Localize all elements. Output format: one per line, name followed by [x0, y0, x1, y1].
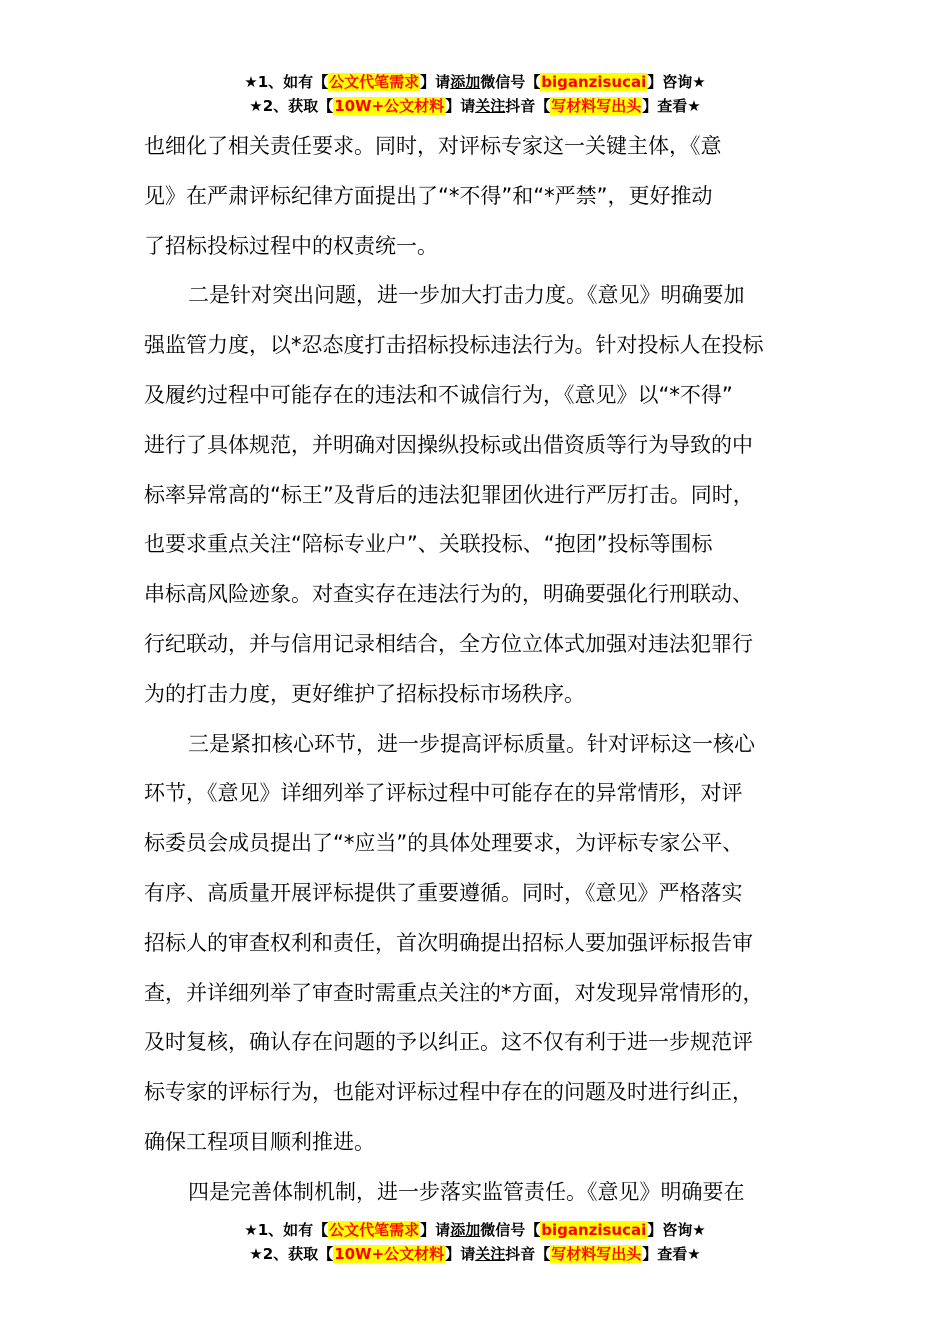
- underlined-text: 关注: [475, 1245, 506, 1263]
- paragraph-first-line: 三是紧扣核心环节，进一步提高评标质量。针对评标这一核心: [188, 731, 755, 756]
- highlight-douyin-account: 写材料写出头: [551, 97, 642, 115]
- text-line: 及时复核，确认存在问题的予以纠正。这不仅有利于进一步规范评: [144, 1030, 753, 1055]
- banner-text: 】请: [420, 73, 451, 91]
- text-line: 行纪联动，并与信用记录相结合，全方位立体式加强对违法犯罪行: [144, 631, 753, 656]
- banner-text: 2、获取【: [262, 97, 334, 115]
- highlight-materials: 10W+公文材料: [334, 97, 445, 115]
- highlight-service: 公文代笔需求: [329, 73, 420, 91]
- text-line: 标率异常高的“标王”及背后的违法犯罪团伙进行严厉打击。同时，: [144, 482, 754, 507]
- banner-text: 微信号【: [480, 73, 541, 91]
- banner-line-1: [0, 70, 950, 94]
- banner-text: 抖音【: [505, 97, 551, 115]
- banner-text: 】请: [445, 1245, 476, 1263]
- text-line: 串标高风险迹象。对查实存在违法行为的，明确要强化行刑联动、: [144, 582, 753, 607]
- text-line: 标委员会成员提出了“*应当”的具体处理要求，为评标专家公平、: [144, 831, 744, 856]
- text-line: 见》在严肃评标纪律方面提出了“*不得”和“*严禁”，更好推动: [144, 183, 713, 208]
- banner-text: 】查看★: [642, 97, 701, 115]
- text-line: 查，并详细列举了审查时需重点关注的*方面，对发现异常情形的，: [144, 980, 764, 1005]
- text-line: 招标人的审查权利和责任，首次明确提出招标人要加强评标报告审: [144, 930, 753, 955]
- text-line: 了招标投标过程中的权责统一。: [144, 233, 438, 258]
- banner-text: 微信号【: [480, 1221, 541, 1239]
- highlight-materials: 10W+公文材料: [334, 1245, 445, 1263]
- star-icon: ★: [244, 73, 258, 91]
- underlined-text: 添加: [450, 1221, 481, 1239]
- header-banner: [0, 70, 950, 118]
- text-line: 确保工程项目顺利推进。: [144, 1129, 375, 1154]
- document-body: [144, 122, 824, 1218]
- text-line: 有序、高质量开展评标提供了重要遵循。同时，《意见》严格落实: [144, 880, 743, 905]
- underlined-text: 添加: [450, 73, 481, 91]
- banner-text: 1、如有【: [257, 73, 329, 91]
- highlight-douyin-account: 写材料写出头: [551, 1245, 642, 1263]
- footer-banner: [0, 1218, 950, 1266]
- highlight-wechat-id: biganzisucai: [541, 73, 647, 91]
- text-line: 也要求重点关注“陪标专业户”、关联投标、“抱团”投标等围标: [144, 532, 713, 557]
- banner-line-2: [0, 94, 950, 118]
- star-icon: ★: [249, 97, 263, 115]
- paragraph-first-line: 二是针对突出问题，进一步加大打击力度。《意见》明确要加: [188, 283, 745, 308]
- text-line: 标专家的评标行为，也能对评标过程中存在的问题及时进行纠正，: [144, 1080, 753, 1105]
- banner-text: 】请: [420, 1221, 451, 1239]
- highlight-wechat-id: biganzisucai: [541, 1221, 647, 1239]
- star-icon: ★: [249, 1245, 263, 1263]
- paragraph-first-line: 四是完善体制机制，进一步落实监管责任。《意见》明确要在: [188, 1179, 745, 1204]
- star-icon: ★: [244, 1221, 258, 1239]
- banner-line-1: [0, 1218, 950, 1242]
- text-line: 及履约过程中可能存在的违法和不诚信行为，《意见》以“*不得”: [144, 382, 733, 407]
- text-line: 进行了具体规范，并明确对因操纵投标或出借资质等行为导致的中: [144, 432, 753, 457]
- banner-text: 2、获取【: [262, 1245, 334, 1263]
- banner-text: 】咨询★: [647, 73, 706, 91]
- underlined-text: 关注: [475, 97, 506, 115]
- banner-text: 】请: [445, 97, 476, 115]
- banner-line-2: [0, 1242, 950, 1266]
- text-line: 为的打击力度，更好维护了招标投标市场秩序。: [144, 681, 585, 706]
- text-line: 环节，《意见》详细列举了评标过程中可能存在的异常情形，对评: [144, 781, 743, 806]
- banner-text: 1、如有【: [257, 1221, 329, 1239]
- text-line: 也细化了相关责任要求。同时，对评标专家这一关键主体，《意: [144, 134, 722, 158]
- banner-text: 抖音【: [505, 1245, 551, 1263]
- highlight-service: 公文代笔需求: [329, 1221, 420, 1239]
- banner-text: 】咨询★: [647, 1221, 706, 1239]
- text-line: 强监管力度，以*忍态度打击招标投标违法行为。针对投标人在投标: [144, 333, 764, 358]
- banner-text: 】查看★: [642, 1245, 701, 1263]
